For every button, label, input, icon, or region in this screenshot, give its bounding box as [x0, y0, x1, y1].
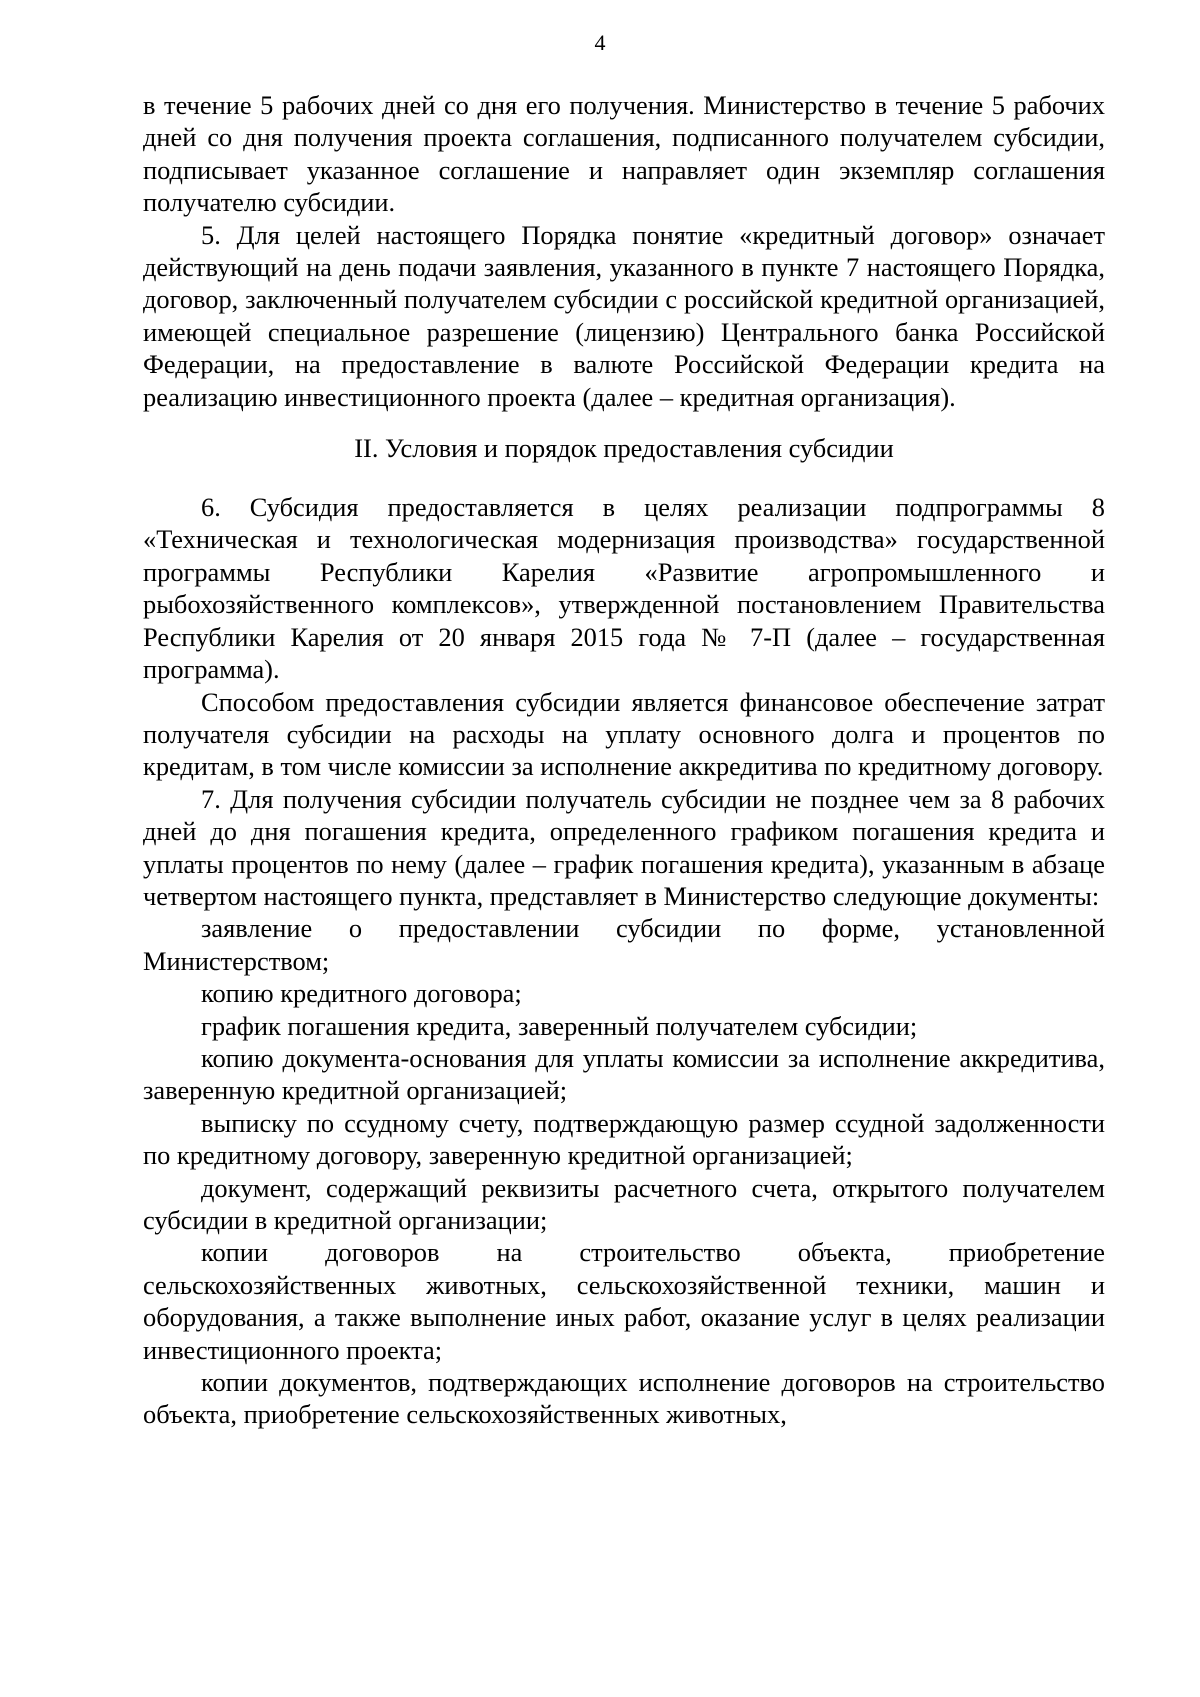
section-heading: II. Условия и порядок предоставления субсидии [354, 433, 894, 464]
paragraph-method: Способом предоставления субсидии является финансовое обеспечение затрат получателя субсидии на расходы на уплату основного долга и процентов по кредитам, в том числе комиссии за исполнение аккредитива по кредитному договору. [143, 686, 1105, 782]
paragraph-continuation: в течение 5 рабочих дней со дня его получения. Министерство в течение 5 рабочих дней со дня получения проекта соглашения, подписанного получателем субсидии, подписывает указанное соглашение и направляет один экземпляр соглашения получателю субсидии. [143, 90, 1105, 218]
list-item-loan-account-statement: выписку по ссудному счету, подтверждающую размер ссудной задолженности по кредитному договору, заверенную кредитной организацией; [143, 1107, 1105, 1171]
paragraph-item-5: 5. Для целей настоящего Порядка понятие «кредитный договор» означает действующий на день подачи заявления, указанного в пункте 7 настоящего Порядка, договор, заключенный получателем субсидии с российской кредитной организацией, имеющей специальное разрешение (лицензию) Центрального банка Российской Федерации, на предоставление в валюте Российской Федерации кредита на реализацию инвестиционного проекта (далее – кредитная организация). [143, 219, 1105, 412]
list-item-letter-of-credit-document: копию документа-основания для уплаты комиссии за исполнение аккредитива, заверенную кредитной организацией; [143, 1042, 1105, 1106]
page-number: 4 [594, 30, 606, 55]
document-body [143, 89, 1105, 1431]
paragraph-item-7: 7. Для получения субсидии получатель субсидии не позднее чем за 8 рабочих дней до дня погашения кредита, определенного графиком погашения кредита и уплаты процентов по нему (далее – график погашения кредита), указанным в абзаце четвертом настоящего пункта, представляет в Министерство следующие документы: [143, 783, 1105, 911]
paragraph-item-6: 6. Субсидия предоставляется в целях реализации подпрограммы 8 «Техническая и технологическая модернизация производства» государственной программы Республики Карелия «Развитие агропромышленного и рыбохозяйственного комплексов», утвержденной постановлением Правительства Республики Карелия от 20 января 2015 года № 7-П (далее – государственная программа). [143, 492, 1105, 685]
list-item-application: заявление о предоставлении субсидии по форме, установленной Министерством; [143, 913, 1105, 976]
list-item-credit-agreement-copy: копию кредитного договора; [201, 978, 522, 1009]
list-item-contracts-copies: копии договоров на строительство объекта, приобретение сельскохозяйственных животных, сельскохозяйственной техники, машин и оборудования, а также выполнение иных работ, оказание услуг в целях реализации инвестиционного проекта; [143, 1237, 1105, 1365]
list-item-execution-documents: копии документов, подтверждающих исполнение договоров на строительство объекта, приобретение сельскохозяйственных животных, [143, 1367, 1105, 1430]
list-item-bank-details: документ, содержащий реквизиты расчетного счета, открытого получателем субсидии в кредитной организации; [143, 1172, 1105, 1235]
list-item-repayment-schedule: график погашения кредита, заверенный получателем субсидии; [201, 1010, 918, 1041]
